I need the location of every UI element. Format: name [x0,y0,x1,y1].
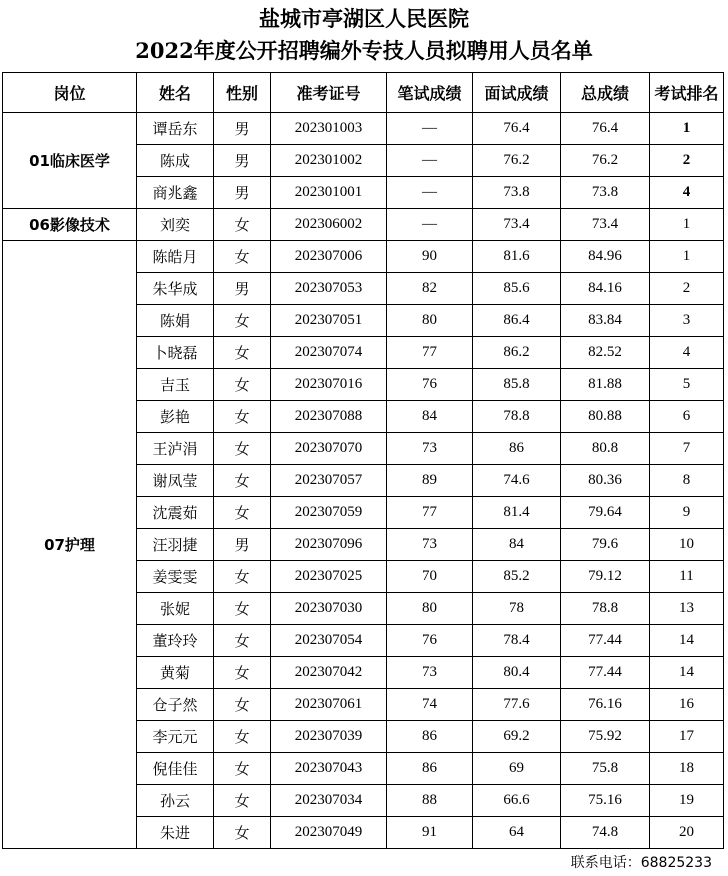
written-score-cell: 70 [387,561,473,593]
exam-rank-cell: 2 [650,273,724,305]
hospital-name: 盐城市亭湖区人民医院 [259,6,469,31]
exam-id-cell: 202307030 [271,593,387,625]
exam-rank-cell: 1 [650,241,724,273]
name-cell: 仓子然 [137,689,214,721]
total-score-cell: 73.8 [561,177,650,209]
exam-id-cell: 202307025 [271,561,387,593]
total-score-cell: 82.52 [561,337,650,369]
interview-score-cell: 64 [473,817,561,849]
interview-score-cell: 84 [473,529,561,561]
exam-rank-cell: 10 [650,529,724,561]
written-score-cell: 86 [387,721,473,753]
written-score-cell: 90 [387,241,473,273]
exam-rank-cell: 18 [650,753,724,785]
written-score-cell: — [387,145,473,177]
candidate-table [2,72,724,849]
header-position: 岗位 [3,73,137,113]
exam-rank-cell: 9 [650,497,724,529]
gender-cell: 男 [214,177,271,209]
gender-cell: 女 [214,209,271,241]
gender-cell: 女 [214,753,271,785]
written-score-cell: 91 [387,817,473,849]
name-cell: 董玲玲 [137,625,214,657]
gender-cell: 女 [214,305,271,337]
exam-id-cell: 202307034 [271,785,387,817]
exam-id-cell: 202301001 [271,177,387,209]
name-cell: 朱华成 [137,273,214,305]
total-score-cell: 75.8 [561,753,650,785]
total-score-cell: 77.44 [561,657,650,689]
name-cell: 倪佳佳 [137,753,214,785]
interview-score-cell: 66.6 [473,785,561,817]
interview-score-cell: 80.4 [473,657,561,689]
gender-cell: 男 [214,273,271,305]
gender-cell: 女 [214,241,271,273]
interview-score-cell: 69.2 [473,721,561,753]
exam-rank-cell: 19 [650,785,724,817]
exam-id-cell: 202307043 [271,753,387,785]
total-score-cell: 79.64 [561,497,650,529]
interview-score-cell: 86.4 [473,305,561,337]
exam-id-cell: 202307096 [271,529,387,561]
gender-cell: 男 [214,113,271,145]
gender-cell: 女 [214,433,271,465]
total-score-cell: 75.92 [561,721,650,753]
interview-score-cell: 86 [473,433,561,465]
interview-score-cell: 74.6 [473,465,561,497]
total-score-cell: 73.4 [561,209,650,241]
name-cell: 朱进 [137,817,214,849]
header-gender: 性别 [214,73,271,113]
exam-id-cell: 202307016 [271,369,387,401]
written-score-cell: 77 [387,337,473,369]
gender-cell: 女 [214,721,271,753]
exam-id-cell: 202307059 [271,497,387,529]
gender-cell: 女 [214,689,271,721]
name-cell: 商兆鑫 [137,177,214,209]
name-cell: 陈皓月 [137,241,214,273]
total-score-cell: 79.6 [561,529,650,561]
name-cell: 谢凤莹 [137,465,214,497]
written-score-cell: 73 [387,433,473,465]
exam-rank-cell: 6 [650,401,724,433]
total-score-cell: 74.8 [561,817,650,849]
interview-score-cell: 86.2 [473,337,561,369]
written-score-cell: 80 [387,305,473,337]
name-cell: 陈娟 [137,305,214,337]
exam-id-cell: 202301003 [271,113,387,145]
written-score-cell: 73 [387,657,473,689]
name-cell: 沈震茹 [137,497,214,529]
interview-score-cell: 81.4 [473,497,561,529]
header-name: 姓名 [137,73,214,113]
written-score-cell: 80 [387,593,473,625]
gender-cell: 女 [214,369,271,401]
interview-score-cell: 85.8 [473,369,561,401]
written-score-cell: 89 [387,465,473,497]
total-score-cell: 81.88 [561,369,650,401]
exam-id-cell: 202307039 [271,721,387,753]
exam-rank-cell: 5 [650,369,724,401]
name-cell: 王泸涓 [137,433,214,465]
written-score-cell: 74 [387,689,473,721]
written-score-cell: 88 [387,785,473,817]
table-header-row [3,73,724,113]
table-row [3,113,724,145]
written-score-cell: — [387,177,473,209]
position-cell: 06影像技术 [3,209,137,241]
header-total-score: 总成绩 [561,73,650,113]
name-cell: 孙云 [137,785,214,817]
exam-rank-cell: 16 [650,689,724,721]
gender-cell: 女 [214,625,271,657]
total-score-cell: 76.4 [561,113,650,145]
gender-cell: 女 [214,785,271,817]
written-score-cell: 76 [387,369,473,401]
interview-score-cell: 81.6 [473,241,561,273]
interview-score-cell: 78.4 [473,625,561,657]
total-score-cell: 78.8 [561,593,650,625]
list-title: 2022年度公开招聘编外专技人员拟聘用人员名单 [135,38,593,63]
exam-id-cell: 202307061 [271,689,387,721]
exam-id-cell: 202307049 [271,817,387,849]
total-score-cell: 80.88 [561,401,650,433]
table-row [3,241,724,273]
name-cell: 张妮 [137,593,214,625]
exam-id-cell: 202301002 [271,145,387,177]
exam-rank-cell: 4 [650,177,724,209]
written-score-cell: 76 [387,625,473,657]
interview-score-cell: 76.2 [473,145,561,177]
exam-rank-cell: 2 [650,145,724,177]
name-cell: 谭岳东 [137,113,214,145]
table-body [3,113,724,849]
name-cell: 卜晓磊 [137,337,214,369]
gender-cell: 女 [214,561,271,593]
exam-id-cell: 202307053 [271,273,387,305]
total-score-cell: 76.2 [561,145,650,177]
exam-rank-cell: 8 [650,465,724,497]
exam-rank-cell: 20 [650,817,724,849]
name-cell: 刘奕 [137,209,214,241]
interview-score-cell: 77.6 [473,689,561,721]
name-cell: 吉玉 [137,369,214,401]
exam-id-cell: 202307006 [271,241,387,273]
name-cell: 姜雯雯 [137,561,214,593]
interview-score-cell: 85.2 [473,561,561,593]
document-title [0,0,728,72]
written-score-cell: 77 [387,497,473,529]
total-score-cell: 80.8 [561,433,650,465]
total-score-cell: 83.84 [561,305,650,337]
written-score-cell: — [387,209,473,241]
name-cell: 彭艳 [137,401,214,433]
written-score-cell: 84 [387,401,473,433]
exam-rank-cell: 14 [650,657,724,689]
gender-cell: 女 [214,817,271,849]
table-row [3,209,724,241]
gender-cell: 女 [214,465,271,497]
interview-score-cell: 85.6 [473,273,561,305]
gender-cell: 女 [214,593,271,625]
contact-phone: 联系电话：68825233 [570,855,712,871]
header-exam-id: 准考证号 [271,73,387,113]
exam-rank-cell: 1 [650,113,724,145]
gender-cell: 女 [214,337,271,369]
interview-score-cell: 76.4 [473,113,561,145]
interview-score-cell: 73.4 [473,209,561,241]
exam-id-cell: 202307051 [271,305,387,337]
exam-rank-cell: 3 [650,305,724,337]
written-score-cell: 82 [387,273,473,305]
written-score-cell: — [387,113,473,145]
header-exam-rank: 考试排名 [650,73,724,113]
gender-cell: 女 [214,401,271,433]
header-interview-score: 面试成绩 [473,73,561,113]
exam-rank-cell: 11 [650,561,724,593]
exam-id-cell: 202307074 [271,337,387,369]
exam-id-cell: 202307088 [271,401,387,433]
exam-id-cell: 202306002 [271,209,387,241]
exam-id-cell: 202307057 [271,465,387,497]
name-cell: 陈成 [137,145,214,177]
total-score-cell: 79.12 [561,561,650,593]
exam-rank-cell: 13 [650,593,724,625]
gender-cell: 男 [214,529,271,561]
exam-rank-cell: 7 [650,433,724,465]
exam-rank-cell: 4 [650,337,724,369]
exam-rank-cell: 14 [650,625,724,657]
position-cell: 07护理 [3,241,137,849]
position-cell: 01临床医学 [3,113,137,209]
total-score-cell: 80.36 [561,465,650,497]
exam-id-cell: 202307070 [271,433,387,465]
exam-id-cell: 202307042 [271,657,387,689]
total-score-cell: 84.96 [561,241,650,273]
total-score-cell: 75.16 [561,785,650,817]
gender-cell: 女 [214,497,271,529]
header-written-score: 笔试成绩 [387,73,473,113]
name-cell: 黄菊 [137,657,214,689]
name-cell: 李元元 [137,721,214,753]
interview-score-cell: 78.8 [473,401,561,433]
name-cell: 汪羽捷 [137,529,214,561]
total-score-cell: 76.16 [561,689,650,721]
exam-rank-cell: 17 [650,721,724,753]
exam-rank-cell: 1 [650,209,724,241]
interview-score-cell: 73.8 [473,177,561,209]
total-score-cell: 77.44 [561,625,650,657]
written-score-cell: 73 [387,529,473,561]
total-score-cell: 84.16 [561,273,650,305]
gender-cell: 女 [214,657,271,689]
gender-cell: 男 [214,145,271,177]
written-score-cell: 86 [387,753,473,785]
exam-id-cell: 202307054 [271,625,387,657]
interview-score-cell: 69 [473,753,561,785]
interview-score-cell: 78 [473,593,561,625]
